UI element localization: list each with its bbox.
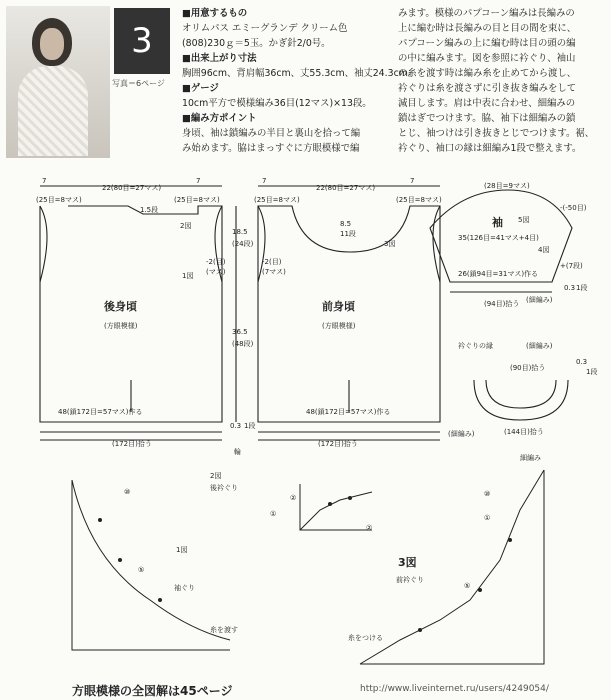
chart3-caption: 前衿ぐり	[396, 576, 424, 584]
top-height: 18.5	[232, 228, 248, 236]
top-height-rows: (24段)	[232, 240, 254, 248]
back-fig1: 1図	[182, 272, 194, 280]
front-top-left-2: (25目=8マス)	[254, 196, 300, 204]
sleeve-fig4: 4図	[538, 246, 550, 254]
size-line: 胸囲96cm、背肩幅36cm、丈55.3cm、袖丈24.3cm。	[182, 68, 418, 79]
back-neck: 1.5段	[140, 206, 159, 214]
neckband-outer: (144目)拾う	[504, 428, 544, 436]
points-line: の中に編みます。図を参照に衿ぐり、袖山	[398, 53, 576, 64]
front-top-mid: 22(80目=27マス)	[316, 184, 376, 192]
front-neck-rows: 11段	[340, 230, 356, 238]
sleeve-mid: 35(126目=41マス+4目)	[458, 234, 539, 242]
points-line: 鎖はぎでつけます。脇、袖下は細編みの鎖	[398, 113, 576, 124]
points-line: みます。模様のパプコーン編みは長編みの	[398, 8, 575, 19]
hem-rows: 1段	[244, 422, 256, 430]
front-title: 前身頃	[322, 300, 355, 313]
sleeve-rows: 1段	[576, 284, 588, 292]
size-title: ■出来上がり寸法	[182, 53, 257, 64]
materials-line1: オリムパス エミーグランデ クリーム色	[182, 23, 348, 34]
chart2-stairs	[300, 484, 372, 530]
chart2-label: 2図	[210, 472, 222, 480]
chart1-end: 糸を渡す	[210, 626, 238, 634]
chart3-stairs	[360, 470, 544, 664]
footer-url[interactable]: http://www.liveinternet.ru/users/4249054/	[360, 684, 549, 694]
chart3-r5: ⑤	[464, 582, 471, 590]
back-pattern: (方眼模様)	[104, 322, 138, 330]
back-top-right: 7	[196, 177, 201, 185]
points-line: 衿ぐり、袖口の縁は細編み1段で整えます。	[398, 143, 582, 154]
front-neck-depth: 8.5	[340, 220, 352, 228]
back-armhole: -2(目)	[206, 258, 226, 266]
center-mark: 輪	[234, 448, 241, 456]
back-top-mid: 22(80目=27マス)	[102, 184, 162, 192]
front-hem: (172目)拾う	[318, 440, 358, 448]
points-line: 衿ぐりは糸を渡さずに引き抜き編みをして	[398, 83, 577, 94]
back-hem: (172目)拾う	[112, 440, 152, 448]
gauge-title: ■ゲージ	[182, 83, 219, 94]
materials-title: ■用意するもの	[182, 8, 248, 19]
back-base: 48(鎖172目=57マス)作る	[58, 408, 143, 416]
points-line: み始めます。脇はまっすぐに方眼模様で編	[182, 143, 360, 154]
front-fig3: 3図	[384, 240, 396, 248]
chart2-r1: ①	[270, 510, 277, 518]
sleeve-side-2: +(7段)	[560, 262, 583, 270]
chart2-r2: ②	[290, 494, 297, 502]
body-height: 36.5	[232, 328, 248, 336]
chart2-end: ②	[366, 524, 373, 532]
points-line: 身頃、袖は鎖編みの半目と裏山を拾って編	[182, 128, 361, 139]
back-top-left-2: (25目=8マス)	[36, 196, 82, 204]
chart-stitch-dots	[98, 496, 512, 632]
chart1-label: 1図	[176, 546, 188, 554]
back-title: 後身頃	[104, 300, 137, 313]
sleeve-height: 0.3	[564, 284, 576, 292]
chart1-mark-mid: ⑤	[138, 566, 145, 574]
back-top-right-2: (25目=8マス)	[174, 196, 220, 204]
points-line: とじ、袖つけは引き抜きとじでつけます。裾、	[398, 128, 595, 139]
back-top-left: 7	[42, 177, 47, 185]
front-base: 48(鎖172目=57マス)作る	[306, 408, 391, 416]
chart1-mark-top: ⑩	[124, 488, 131, 496]
sleeve-side: -(-50目)	[560, 204, 587, 212]
chart1-caption: 袖ぐり	[174, 584, 195, 592]
neckband-inner	[486, 380, 556, 408]
pattern-number: 3	[114, 8, 170, 74]
neckband-inner: (90目)拾う	[510, 364, 546, 372]
chart3-r1: ①	[484, 514, 491, 522]
footer-note: 方眼模様の全図解は45ページ	[72, 684, 233, 698]
chart2-caption: 後衿ぐり	[210, 484, 238, 492]
back-fig2: 2図	[180, 222, 192, 230]
back-armhole-2: (マス)	[206, 268, 226, 276]
neckband-title: 衿ぐりの縁	[458, 342, 493, 350]
photo-reference: 写真＝6ページ	[112, 79, 165, 88]
front-top-left: 7	[262, 177, 267, 185]
front-top-right: 7	[410, 177, 415, 185]
back-armhole-left	[40, 206, 47, 282]
points-line: の糸を渡す時は編み糸を止めてから渡し、	[398, 68, 577, 79]
chart3-r10: ⑩	[484, 490, 491, 498]
sleeve-count: 5図	[518, 216, 530, 224]
chart1-stairs	[72, 480, 230, 650]
sleeve-cuff: (94目)拾う	[484, 300, 520, 308]
materials-line2: (808)230ｇ＝5玉。かぎ針2/0号。	[182, 38, 331, 49]
body-height-rows: (48段)	[232, 340, 254, 348]
neckband-height: 0.3	[576, 358, 588, 366]
chart3-label: 3図	[398, 556, 417, 569]
hem-height: 0.3	[230, 422, 242, 430]
front-top-right-2: (25目=8マス)	[396, 196, 442, 204]
front-edging: (細編み)	[448, 430, 475, 438]
sleeve-edging: (細編み)	[526, 296, 553, 304]
sleeve-title: 袖	[492, 216, 503, 229]
points-line: パプコーン編みの上に編む時は目の頭の編	[398, 38, 576, 49]
neckband-outer	[474, 380, 568, 420]
front-armhole-2: (7マス)	[262, 268, 286, 276]
neckband-subtitle: (細編み)	[526, 342, 553, 350]
chart3-top: 細編み	[520, 454, 541, 462]
front-pattern: (方眼模様)	[322, 322, 356, 330]
chart3-start: 糸をつける	[348, 634, 383, 642]
neckband-rows: 1段	[586, 368, 598, 376]
gauge-line: 10cm平方で模様編み36目(12マス)×13段。	[182, 98, 372, 109]
points-title: ■編み方ポイント	[182, 113, 257, 124]
sleeve-top: (28目=9マス)	[484, 182, 530, 190]
sleeve-base: 26(鎖94目=31マス)作る	[458, 270, 539, 278]
points-line: 上に編む時は長編みの目と目の間を束に、	[398, 23, 577, 34]
points-line: 減目します。肩は中表に合わせ、細編みの	[398, 98, 576, 109]
front-armhole: -2(目)	[262, 258, 282, 266]
